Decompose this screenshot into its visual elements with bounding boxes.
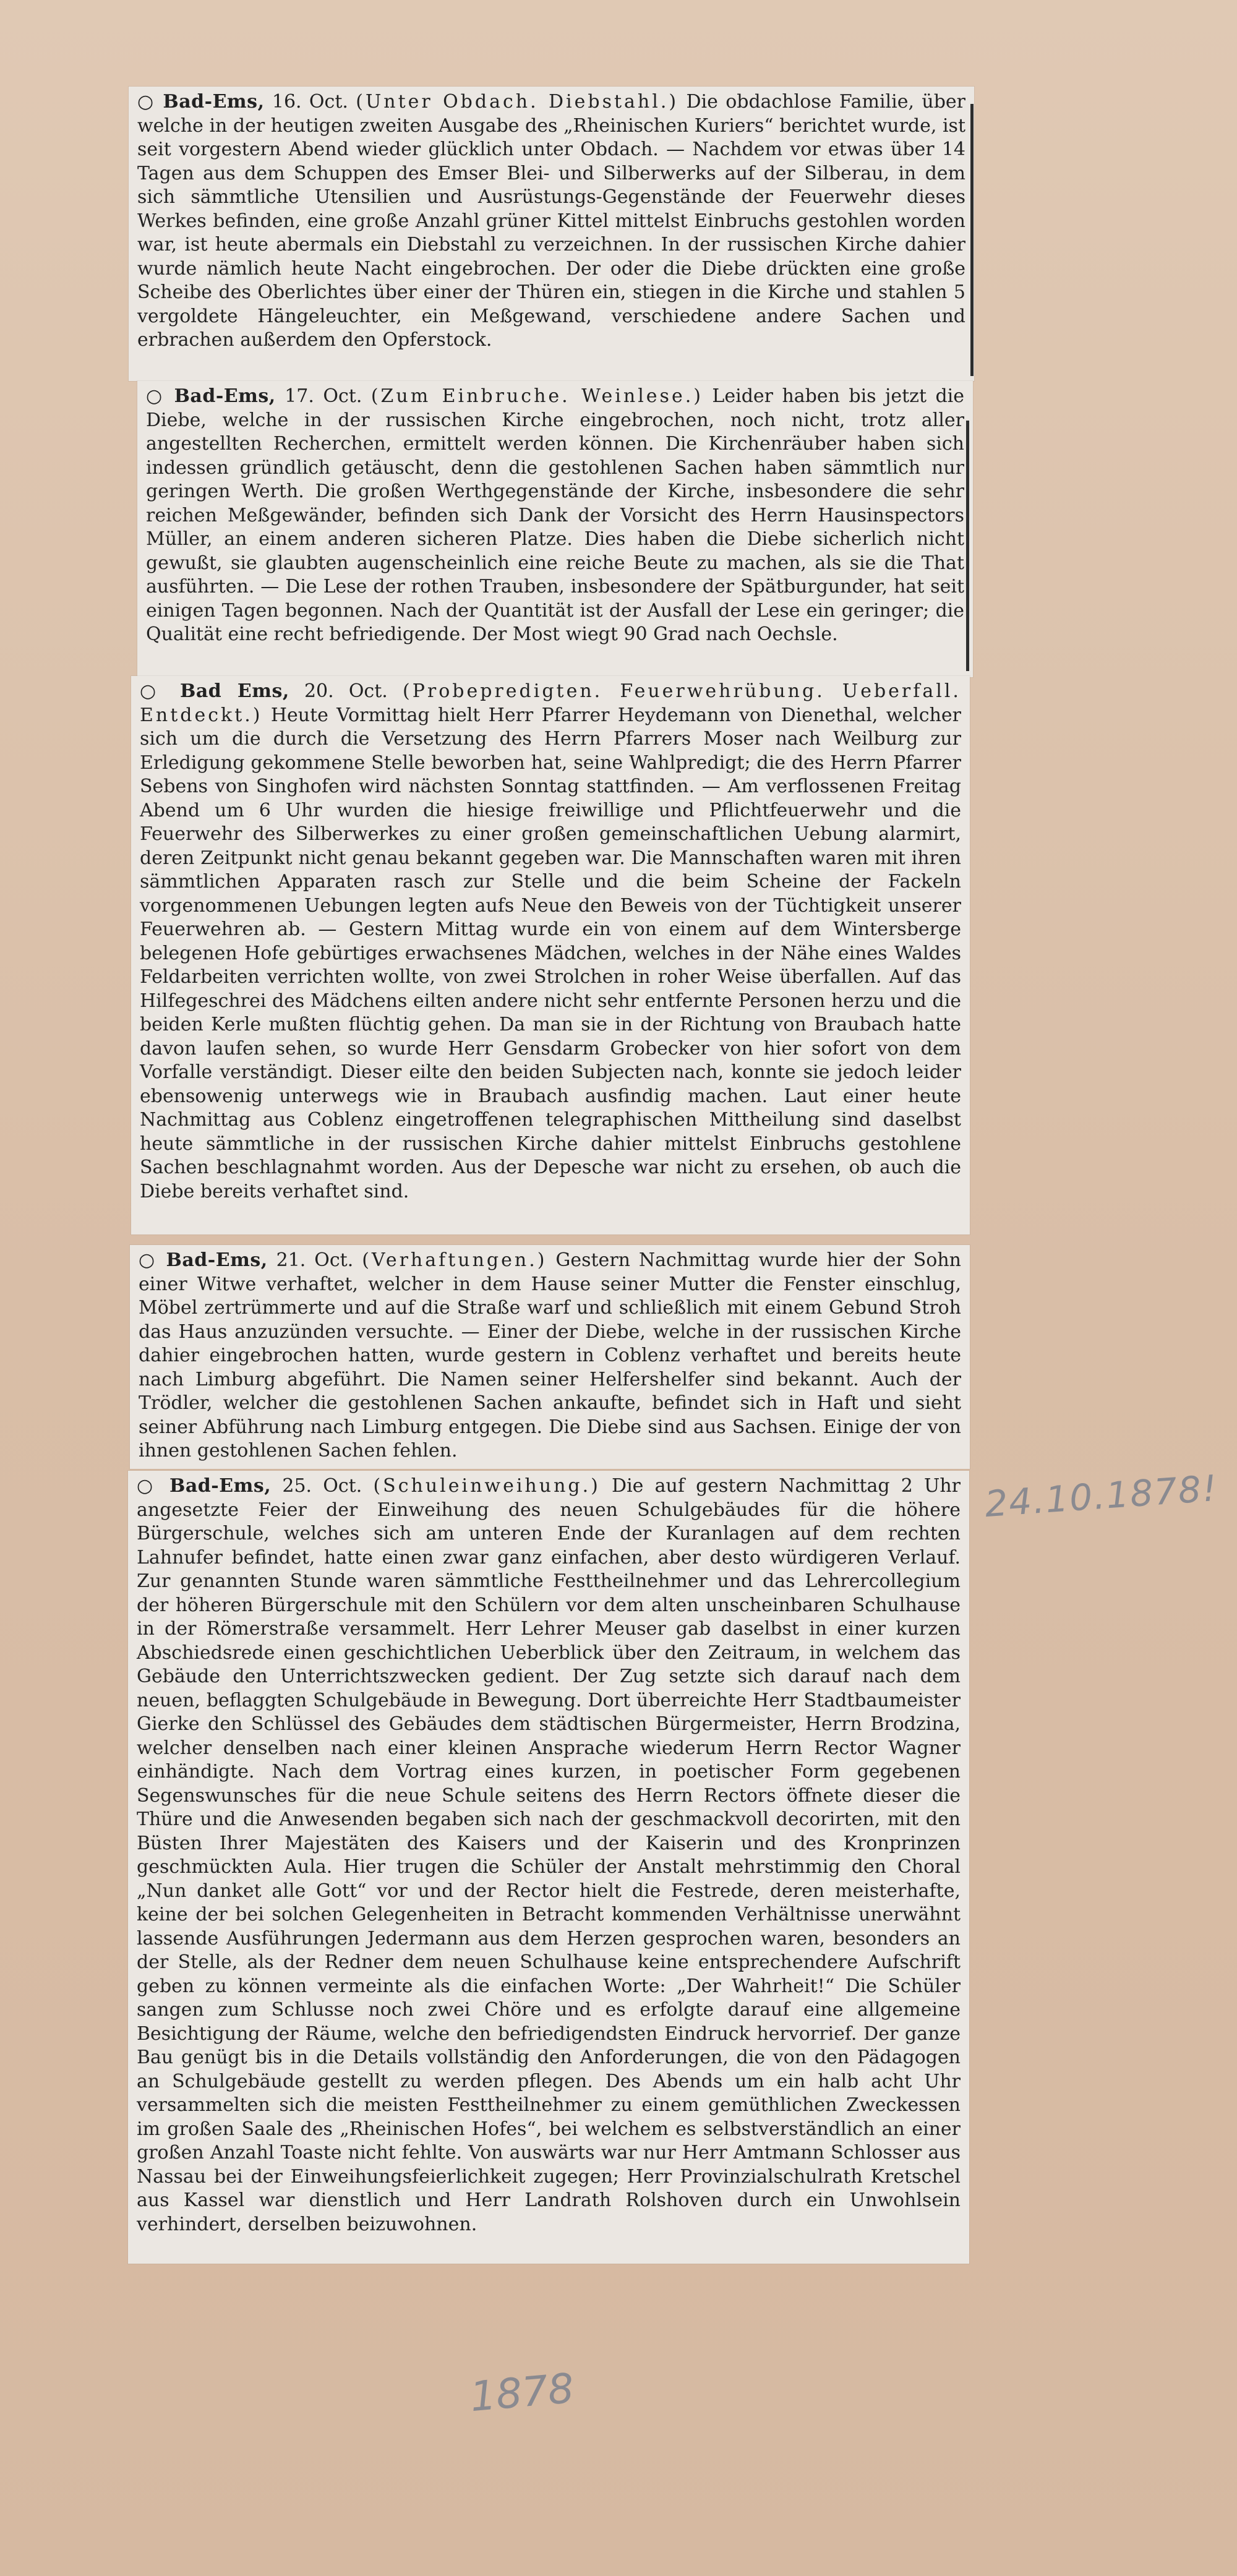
article-text: ○ Bad Ems, 20. Oct. (Probepredigten. Feuerwehrübung. Ueberfall. Entdeckt.) Heute Vormittag hielt Herr Pfarrer Heydemann von Dienethal, welcher sich um die durch die Versetzung des Herrn Pfarrers Moser nach Weilburg zur Erledigung gekommene Stelle beworben hat, seine Wahlpredigt; die des Herrn Pfarrer Sebens von Singhofen wird nächsten Sonntag stattfinden. — Am verflossenen Freitag Abend um 6 Uhr wurden die hiesige freiwillige und Pflichtfeuerwehr und die Feuerwehr des Silberwerkes zu einer großen gemeinschaftlichen Uebung alarmirt, deren Zeitpunkt nicht genau bekannt gegeben war. Die Mannschaften waren mit ihren sämmtlichen Apparaten rasch zur Stelle und die beim Scheine der Fackeln vorgenommenen Uebungen legten aufs Neue den Beweis von der Tüchtigkeit unserer Feuerwehren ab. — Gestern Mittag wurde ein von einem auf dem Wintersberge belegenen Hofe gebürtiges erwachsenes Mädchen, welches in der Nähe eines Waldes Feldarbeiten verrichten wollte, von zwei Strolchen in roher Weise überfallen. Auf das Hilfegeschrei des Mädchens eilten andere nicht sehr entfernte Personen herzu und die beiden Kerle mußten flüchtig gehen. Da man sie in der Richtung von Braubach hatte davon laufen sehen, so wurde Herr Gensdarm Grobecker von hier sofort von dem Vorfalle verständigt. Dieser eilte den beiden Subjecten nach, konnte sie jedoch leider ebensowenig unterwegs wie in Braubach ausfindig machen. Laut einer heute Nachmittag aus Coblenz eingetroffenen telegraphischen Mittheilung sind daselbst heute sämmtliche in der russischen Kirche dahier mittelst Einbruchs gestohlene Sachen beschlagnahmt worden. Aus der Depesche war nicht zu ersehen, ob auch die Diebe bereits verhaftet sind. [140, 680, 961, 1202]
article-text: ○ Bad-Ems, 21. Oct. (Verhaftungen.) Gestern Nachmittag wurde hier der Sohn einer Witwe verhaftet, welcher in dem Hause seiner Mutter die Fenster einschlug, Möbel zertrümmerte und auf die Straße warf und schließlich mit einem Gebund Stroh das Haus anzuzünden versuchte. — Einer der Diebe, welche in der russischen Kirche dahier eingebrochen hatten, wurde gestern in Coblenz verhaftet und bereits heute nach Limburg abgeführt. Die Namen seiner Helfershelfer sind bekannt. Auch der Trödler, welcher die gestohlenen Sachen ankaufte, befindet sich in Haft und sieht seiner Abführung nach Limburg entgegen. Die Diebe sind aus Sachsen. Einige der von ihnen gestohlenen Sachen fehlen. [139, 1249, 961, 1461]
article-date: 20. Oct. [304, 680, 388, 702]
newspaper-clipping [130, 1245, 970, 1469]
article-body: Gestern Nachmittag wurde hier der Sohn einer Witwe verhaftet, welcher in dem Hause seiner Mutter die Fenster einschlug, Möbel zertrümmerte und auf die Straße warf und schließlich mit einem Gebund Stroh das Haus anzuzünden versuchte. — Einer der Diebe, welche in der russischen Kirche dahier eingebrochen hatten, wurde gestern in Coblenz verhaftet und bereits heute nach Limburg abgeführt. Die Namen seiner Helfershelfer sind bekannt. Auch der Trödler, welcher die gestohlenen Sachen ankaufte, befindet sich in Haft und sieht seiner Abführung nach Limburg entgegen. Die Diebe sind aus Sachsen. Einige der von ihnen gestohlenen Sachen fehlen. [139, 1249, 961, 1461]
article-text: ○ Bad-Ems, 16. Oct. (Unter Obdach. Diebstahl.) Die obdachlose Familie, über welche in der heutigen zweiten Ausgabe des „Rheinischen Kuriers“ berichtet wurde, ist seit vorgestern Abend wieder glücklich unter Obdach. — Nachdem vor etwas über 14 Tagen aus dem Schuppen des Emser Blei- und Silberwerks auf der Silberau, in dem sich sämmtliche Utensilien und Ausrüstungs-Gegenstände der Feuerwehr dieses Werkes befinden, eine große Anzahl grüner Kittel mittelst Einbruchs gestohlen worden war, ist heute abermals ein Diebstahl zu verzeichnen. In der russischen Kirche dahier wurde nämlich heute Nacht eingebrochen. Der oder die Diebe drückten eine große Scheibe des Oberlichtes über einer der Thüren ein, stiegen in die Kirche und stahlen 5 vergoldete Hängeleuchter, ein Meßgewand, verschiedene andere Sachen und erbrachen außerdem den Opferstock. [137, 91, 965, 351]
article-body: Leider haben bis jetzt die Diebe, welche in der russischen Kirche eingebrochen, noch nicht, trotz aller angestellten Recherchen, ermittelt werden können. Die Kirchenräuber haben sich indessen gründlich getäuscht, denn die gestohlenen Sachen haben sämmtlich nur geringen Werth. Die großen Werthgegenstände der Kirche, insbesondere die sehr reichen Meßgewänder, befinden sich Dank der Vorsicht des Herrn Hausinspectors Müller, an einem anderen sicheren Platze. Dies haben die Diebe sicherlich nicht gewußt, sie glaubten augenscheinlich eine reiche Beute zu machen, als sie die That ausführten. — Die Lese der rothen Trauben, insbesondere der Spätburgunder, hat seit einigen Tagen begonnen. Nach der Quantität ist der Ausfall der Lese ein geringer; die Qualität eine recht befriedigende. Der Most wiegt 90 Grad nach Oechsle. [146, 385, 965, 645]
place-heading: Bad-Ems, [163, 91, 265, 113]
article-date: 25. Oct. [282, 1475, 362, 1497]
article-topic: (Schuleinweihung.) [373, 1475, 601, 1497]
newspaper-clipping [129, 87, 974, 381]
article-topic: (Verhaftungen.) [362, 1249, 547, 1271]
newspaper-clipping [131, 676, 970, 1235]
article-topic: (Unter Obdach. Diebstahl.) [356, 91, 679, 113]
newspaper-clipping [137, 381, 973, 677]
article-topic: (Zum Einbruche. Weinlese.) [370, 385, 703, 407]
page-edge-shadow [966, 421, 969, 671]
newspaper-clipping [128, 1471, 969, 2264]
place-heading: Bad-Ems, [166, 1249, 268, 1271]
handwritten-date-note: 24.10.1878! [983, 1466, 1220, 1526]
article-body: Heute Vormittag hielt Herr Pfarrer Heydemann von Dienethal, welcher sich um die durch die Versetzung des Herrn Pfarrers Moser nach Weilburg zur Erledigung gekommene Stelle beworben hat, seine Wahlpredigt; die des Herrn Pfarrer Sebens von Singhofen wird nächsten Sonntag stattfinden. — Am verflossenen Freitag Abend um 6 Uhr wurden die hiesige freiwillige und Pflichtfeuerwehr und die Feuerwehr des Silberwerkes zu einer großen gemeinschaftlichen Uebung alarmirt, deren Zeitpunkt nicht genau bekannt gegeben war. Die Mannschaften waren mit ihren sämmtlichen Apparaten rasch zur Stelle und die beim Scheine der Fackeln vorgenommenen Uebungen legten aufs Neue den Beweis von der Tüchtigkeit unserer Feuerwehren ab. — Gestern Mittag wurde ein von einem auf dem Wintersberge belegenen Hofe gebürtiges erwachsenes Mädchen, welches in der Nähe eines Waldes Feldarbeiten verrichten wollte, von zwei Strolchen in roher Weise überfallen. Auf das Hilfegeschrei des Mädchens eilten andere nicht sehr entfernte Personen herzu und die beiden Kerle mußten flüchtig gehen. Da man sie in der Richtung von Braubach hatte davon laufen sehen, so wurde Herr Gensdarm Grobecker von hier sofort von dem Vorfalle verständigt. Dieser eilte den beiden Subjecten nach, konnte sie jedoch leider ebensowenig unterwegs wie in Braubach ausfindig machen. Laut einer heute Nachmittag aus Coblenz eingetroffenen telegraphischen Mittheilung sind daselbst heute sämmtliche in der russischen Kirche dahier mittelst Einbruchs gestohlene Sachen beschlagnahmt worden. Aus der Depesche war nicht zu ersehen, ob auch die Diebe bereits verhaftet sind. [140, 704, 961, 1202]
article-date: 21. Oct. [276, 1249, 354, 1271]
article-text: ○ Bad-Ems, 17. Oct. (Zum Einbruche. Weinlese.) Leider haben bis jetzt die Diebe, welche in der russischen Kirche eingebrochen, noch nicht, trotz aller angestellten Recherchen, ermittelt werden können. Die Kirchenräuber haben sich indessen gründlich getäuscht, denn die gestohlenen Sachen haben sämmtlich nur geringen Werth. Die großen Werthgegenstände der Kirche, insbesondere die sehr reichen Meßgewänder, befinden sich Dank der Vorsicht des Herrn Hausinspectors Müller, an einem anderen sicheren Platze. Dies haben die Diebe sicherlich nicht gewußt, sie glaubten augenscheinlich eine reiche Beute zu machen, als sie die That ausführten. — Die Lese der rothen Trauben, insbesondere der Spätburgunder, hat seit einigen Tagen begonnen. Nach der Quantität ist der Ausfall der Lese ein geringer; die Qualität eine recht befriedigende. Der Most wiegt 90 Grad nach Oechsle. [146, 385, 965, 645]
article-text: ○ Bad-Ems, 25. Oct. (Schuleinweihung.) Die auf gestern Nachmittag 2 Uhr angesetzte Feier der Einweihung des neuen Schulgebäudes für die höhere Bürgerschule, welches sich am unteren Ende der Kuranlagen auf dem rechten Lahnufer befindet, hatte einen zwar ganz einfachen, aber desto würdigeren Verlauf. Zur genannten Stunde waren sämmtliche Festtheilnehmer und das Lehrercollegium der höheren Bürgerschule mit den Schülern vor dem alten unscheinbaren Schulhause in der Römerstraße versammelt. Herr Lehrer Meuser gab daselbst in einer kurzen Abschiedsrede einen geschichtlichen Ueberblick über den Zeitraum, in welchem das Gebäude den Unterrichtszwecken gedient. Der Zug setzte sich darauf nach dem neuen, beflaggten Schulgebäude in Bewegung. Dort überreichte Herr Stadtbaumeister Gierke den Schlüssel des Gebäudes dem städtischen Bürgermeister, Herrn Brodzina, welcher denselben nach einer kleinen Ansprache wiederum Herrn Rector Wagner einhändigte. Nach dem Vortrag eines kurzen, in poetischer Form gegebenen Segenswunsches für die neue Schule seitens des Herrn Rectors öffnete dieser die Thüre und die Anwesenden begaben sich nach der geschmackvoll decorirten, mit den Büsten Ihrer Majestäten des Kaisers und der Kaiserin und des Kronprinzen geschmückten Aula. Hier trugen die Schüler der Anstalt mehrstimmig den Choral „Nun danket alle Gott“ vor und der Rector hielt die Festrede, deren meisterhafte, keine der bei solchen Gelegenheiten in Betracht kommenden Verhältnisse unerwähnt lassende Ausführungen Jedermann aus dem Herzen gesprochen waren, besonders an der Stelle, als der Redner dem neuen Schulhause keine entsprechendere Aufschrift geben zu können vermeinte als die einfachen Worte: „Der Wahrheit!“ Die Schüler sangen zum Schlusse noch zwei Chöre und es erfolgte darauf eine allgemeine Besichtigung der Räume, welche den befriedigendsten Eindruck hervorrief. Der ganze Bau genügt bis in die Details vollständig den Anforderungen, die von den Pädagogen an Schulgebäude gestellt zu werden pflegen. Des Abends um ein halb acht Uhr versammelten sich die meisten Festtheilnehmer zu einem gemüthlichen Zweckessen im großen Saale des „Rheinischen Hofes“, bei welchem es selbstverständlich an einer großen Anzahl Toaste nicht fehlte. Von auswärts war nur Herr Amtmann Schlosser aus Nassau bei der Einweihungsfeierlichkeit zugegen; Herr Provinzialschulrath Kretschel aus Kassel war dienstlich und Herr Landrath Rolshoven durch ein Unwohlsein verhindert, derselben beizuwohnen. [137, 1475, 961, 2235]
article-date: 16. Oct. [272, 91, 348, 113]
page-edge-shadow [970, 104, 974, 376]
place-heading: Bad-Ems, [174, 385, 276, 407]
article-date: 17. Oct. [285, 385, 362, 407]
handwritten-year-note: 1878 [468, 2364, 576, 2421]
place-heading: Bad-Ems, [169, 1475, 272, 1497]
place-heading: Bad Ems, [179, 680, 289, 702]
article-body: Die auf gestern Nachmittag 2 Uhr angesetzte Feier der Einweihung des neuen Schulgebäudes für die höhere Bürgerschule, welches sich am unteren Ende der Kuranlagen auf dem rechten Lahnufer befindet, hatte einen zwar ganz einfachen, aber desto würdigeren Verlauf. Zur genannten Stunde waren sämmtliche Festtheilnehmer und das Lehrercollegium der höheren Bürgerschule mit den Schülern vor dem alten unscheinbaren Schulhause in der Römerstraße versammelt. Herr Lehrer Meuser gab daselbst in einer kurzen Abschiedsrede einen geschichtlichen Ueberblick über den Zeitraum, in welchem das Gebäude den Unterrichtszwecken gedient. Der Zug setzte sich darauf nach dem neuen, beflaggten Schulgebäude in Bewegung. Dort überreichte Herr Stadtbaumeister Gierke den Schlüssel des Gebäudes dem städtischen Bürgermeister, Herrn Brodzina, welcher denselben nach einer kleinen Ansprache wiederum Herrn Rector Wagner einhändigte. Nach dem Vortrag eines kurzen, in poetischer Form gegebenen Segenswunsches für die neue Schule seitens des Herrn Rectors öffnete dieser die Thüre und die Anwesenden begaben sich nach der geschmackvoll decorirten, mit den Büsten Ihrer Majestäten des Kaisers und der Kaiserin und des Kronprinzen geschmückten Aula. Hier trugen die Schüler der Anstalt mehrstimmig den Choral „Nun danket alle Gott“ vor und der Rector hielt die Festrede, deren meisterhafte, keine der bei solchen Gelegenheiten in Betracht kommenden Verhältnisse unerwähnt lassende Ausführungen Jedermann aus dem Herzen gesprochen waren, besonders an der Stelle, als der Redner dem neuen Schulhause keine entsprechendere Aufschrift geben zu können vermeinte als die einfachen Worte: „Der Wahrheit!“ Die Schüler sangen zum Schlusse noch zwei Chöre und es erfolgte darauf eine allgemeine Besichtigung der Räume, welche den befriedigendsten Eindruck hervorrief. Der ganze Bau genügt bis in die Details vollständig den Anforderungen, die von den Pädagogen an Schulgebäude gestellt zu werden pflegen. Des Abends um ein halb acht Uhr versammelten sich die meisten Festtheilnehmer zu einem gemüthlichen Zweckessen im großen Saale des „Rheinischen Hofes“, bei welchem es selbstverständlich an einer großen Anzahl Toaste nicht fehlte. Von auswärts war nur Herr Amtmann Schlosser aus Nassau bei der Einweihungsfeierlichkeit zugegen; Herr Provinzialschulrath Kretschel aus Kassel war dienstlich und Herr Landrath Rolshoven durch ein Unwohlsein verhindert, derselben beizuwohnen. [137, 1475, 961, 2235]
article-body: Die obdachlose Familie, über welche in der heutigen zweiten Ausgabe des „Rheinischen Kuriers“ berichtet wurde, ist seit vorgestern Abend wieder glücklich unter Obdach. — Nachdem vor etwas über 14 Tagen aus dem Schuppen des Emser Blei- und Silberwerks auf der Silberau, in dem sich sämmtliche Utensilien und Ausrüstungs-Gegenstände der Feuerwehr dieses Werkes befinden, eine große Anzahl grüner Kittel mittelst Einbruchs gestohlen worden war, ist heute abermals ein Diebstahl zu verzeichnen. In der russischen Kirche dahier wurde nämlich heute Nacht eingebrochen. Der oder die Diebe drückten eine große Scheibe des Oberlichtes über einer der Thüren ein, stiegen in die Kirche und stahlen 5 vergoldete Hängeleuchter, ein Meßgewand, verschiedene andere Sachen und erbrachen außerdem den Opferstock. [137, 91, 965, 351]
article-topic: (Probepredigten. Feuerwehrübung. Ueberfall. Entdeckt.) [140, 680, 961, 726]
